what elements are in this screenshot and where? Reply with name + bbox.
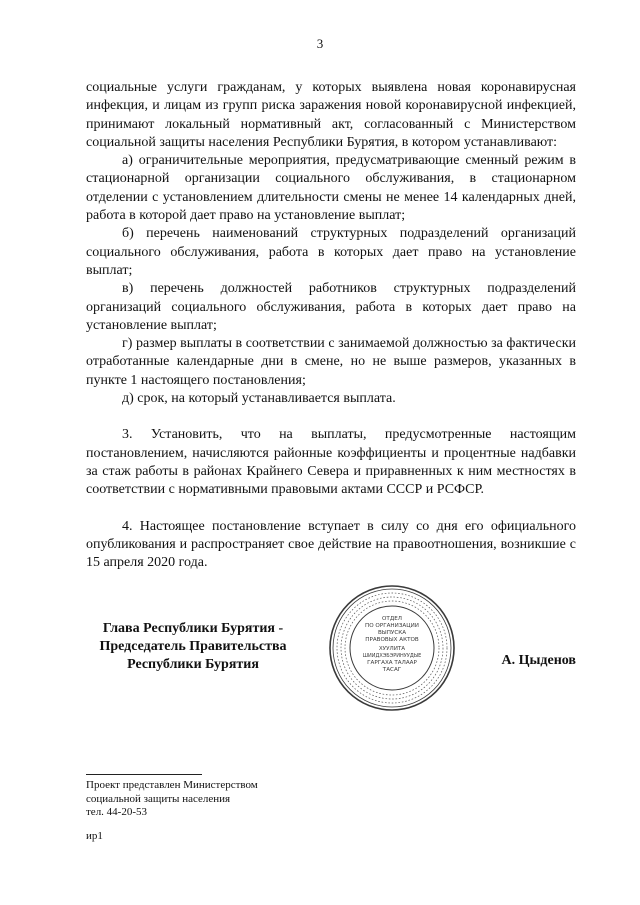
seal-line: ТАСАГ — [382, 667, 402, 673]
footnote — [86, 779, 258, 820]
seal-line: ВЫПУСКА — [377, 630, 407, 636]
seal-line: ПО ОРГАНИЗАЦИИ — [365, 623, 419, 629]
footnote-divider — [86, 774, 202, 775]
paragraph-item-d: д) срок, на который устанавливается выплата. — [122, 391, 396, 407]
paragraph-item-g: г) размер выплаты в соответствии с занимаемой должностью за фактически отработанные календарные дни в смене, но не выше размеров, указанных в пункте 1 настоящего постановления; — [86, 336, 576, 388]
signer-position-line: Республики Бурятия — [127, 657, 259, 672]
paragraph-item-a: а) ограничительные мероприятия, предусматривающие сменный режим в стационарной организации социального обслуживания, в стационарном отделении с установлением длительности смены не менее 14 календарных дней, работа в которой дает право на установление выплат; — [86, 153, 576, 224]
footnote-line: социальной защиты населения — [86, 792, 231, 805]
paragraph-item-v: в) перечень должностей работников структурных подразделений организаций социального обслуживания, работа в которых дает право на установление выплат; — [86, 281, 576, 333]
document-body — [86, 79, 576, 572]
official-seal — [328, 584, 456, 712]
signer-position — [86, 620, 300, 674]
signer-name: А. Цыденов — [501, 653, 576, 668]
signer-position-line: Председатель Правительства — [99, 639, 287, 654]
seal-line: ХУУЛИТА — [378, 646, 406, 652]
seal-line: ОТДЕЛ — [382, 616, 402, 622]
paragraph-item-b: б) перечень наименований структурных подразделений организаций социального обслуживания, работа в которых дает право на установление выплат; — [86, 226, 576, 278]
page-number: 3 — [316, 36, 324, 51]
seal-line: ГАРГАХА ТАЛААР — [367, 660, 417, 666]
seal-line: ШИИДХЭБЭРИНУУДЫЕ — [362, 653, 422, 659]
paragraph-clause-4: 4. Настоящее постановление вступает в силу со дня его официального опубликования и распространяет свое действие на правоотношения, возникшие с 15 апреля 2020 года. — [86, 518, 576, 571]
signer-position-line: Глава Республики Бурятия - — [102, 621, 284, 636]
document-code: ир1 — [86, 830, 103, 842]
paragraph-intro: социальные услуги гражданам, у которых выявлена новая коронавирусная инфекция, и лицам из групп риска заражения новой коронавирусной инфекцией, принимают локальный нормативный акт, согласованный с Министерством социальной защиты населения Республики Бурятия, в котором устанавливают: — [86, 80, 576, 150]
seal-line: ПРАВОВЫХ АКТОВ — [365, 637, 419, 643]
footnote-line: тел. 44-20-53 — [86, 806, 148, 818]
footnote-line: Проект представлен Министерством — [86, 779, 258, 791]
paragraph-clause-3: 3. Установить, что на выплаты, предусмотренные настоящим постановлением, начисляются районные коэффициенты и процентные надбавки за стаж работы в районах Крайнего Севера и приравненных к ним местностях в соответствии с нормативными правовыми актами СССР и РСФСР. — [86, 427, 576, 498]
